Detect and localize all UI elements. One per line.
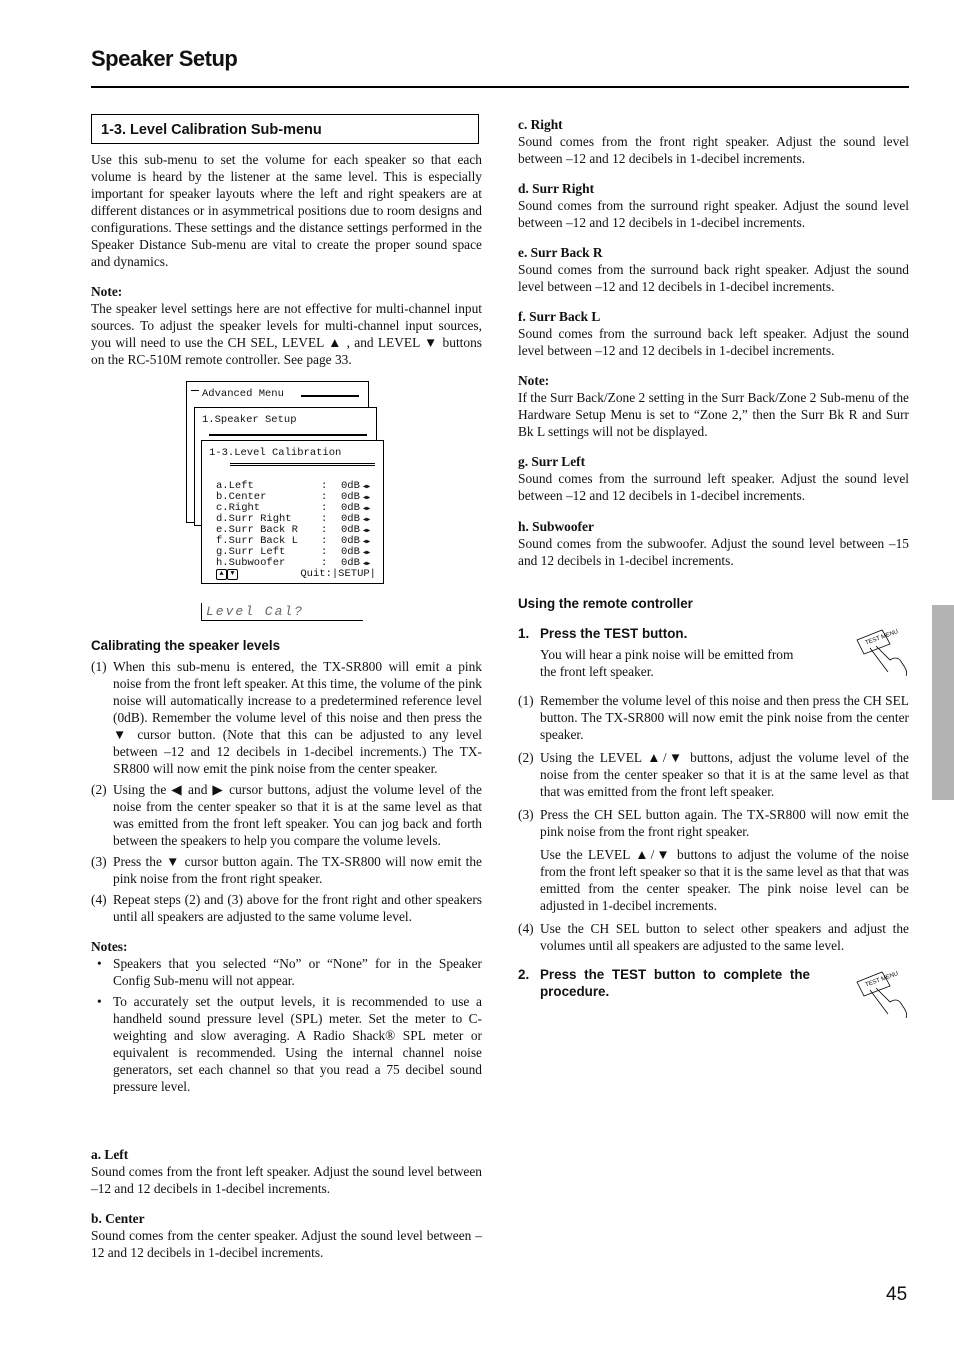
item-text: Use the CH SEL button to select other speakers and adjust the volumes until all speakers are adjusted to the same level. [540, 921, 909, 953]
speaker-title: c. Right [518, 117, 563, 132]
note-block [91, 283, 482, 368]
speaker-title: d. Surr Right [518, 181, 595, 196]
item-text: To accurately set the output levels, it is recommended to use a handheld sound pressure level (SPL) meter. Set the meter to C-weighting and slow averaging. A Radio Shack® SPL meter or equivalent is recommended. Using the internal channel noise generators, set each channel so that you read a 75 decibel sound pressure level. [113, 994, 482, 1094]
bullet: • [97, 956, 102, 971]
menu-row-value: 0dB [341, 502, 360, 514]
menu-row-label: c.Right [216, 502, 261, 514]
notes-label: Notes: [91, 939, 128, 954]
left-right-arrows-icon: ◀▶ [363, 516, 371, 523]
step-title: Press the TEST button. [540, 626, 688, 641]
step-1-text: You will hear a pink noise will be emitted from the front left speaker. [540, 647, 794, 679]
menu-row-colon: : [321, 524, 328, 536]
item-number: (3) [91, 854, 107, 869]
step-title: Press the TEST button to complete the procedure. [540, 967, 810, 999]
remote-heading: Using the remote controller [518, 596, 693, 611]
test-button-hand-icon [852, 968, 912, 1020]
title-rule [91, 86, 909, 88]
left-right-arrows-icon: ◀▶ [363, 527, 371, 534]
speaker-title: h. Subwoofer [518, 519, 594, 534]
list-item [518, 920, 909, 954]
section-tab [932, 605, 954, 800]
speaker-d [518, 180, 909, 231]
menu-row-colon: : [321, 480, 328, 492]
item-number: (4) [91, 892, 107, 907]
note-label: Note: [518, 373, 550, 388]
item-text: Speakers that you selected “No” or “None” for in the Speaker Config Sub-menu will not appear. [113, 956, 482, 988]
item-number: (2) [91, 782, 107, 797]
item-text: Press the ▼ cursor button again. The TX-SR800 will now emit the pink noise from the front right speaker. [113, 854, 482, 886]
left-right-arrows-icon: ◀▶ [363, 483, 371, 490]
speaker-c [518, 116, 909, 167]
down-arrow-icon: ▼ [227, 569, 238, 580]
list-item [518, 692, 909, 743]
speaker-text: Sound comes from the center speaker. Adjust the sound level between –12 and 12 decibels in 1-decibel increments. [91, 1228, 482, 1260]
left-right-arrows-icon: ◀▶ [363, 505, 371, 512]
item-number: (1) [91, 659, 107, 674]
list-item [91, 955, 482, 989]
menu-row-label: e.Surr Back R [216, 524, 298, 536]
page-title: Speaker Setup [91, 46, 238, 71]
speaker-b [91, 1210, 482, 1261]
note-text: If the Surr Back/Zone 2 setting in the Surr Back/Zone 2 Sub-menu of the Hardware Setup Menu is set to “Zone 2,” then the Surr Bk R and Surr Bk L settings will not be displayed. [518, 390, 909, 439]
step-number: 2. [518, 967, 530, 982]
item-text: Repeat steps (2) and (3) above for the front right and other speakers until all speakers are adjusted to the same volume level. [113, 892, 482, 924]
speaker-text: Sound comes from the subwoofer. Adjust the sound level between –15 and 12 decibels in 1-decibel increments. [518, 536, 909, 568]
item-number: (4) [518, 921, 534, 936]
item-text: When this sub-menu is entered, the TX-SR800 will emit a pink noise from the front left speaker. At this time, the volume of the pink noise will automatically increase to a predetermined reference level (0dB). Remember the volume level of this noise and then press the ▼ cursor button. (Note that this can be adjusted to any level between –12 and 12 decibels in 1-decibel increments.) The TX-SR800 will now emit the pink noise from the center speaker. [113, 659, 482, 776]
list-item [91, 993, 482, 1095]
list-item [91, 658, 482, 777]
menu-row-value: 0dB [341, 524, 360, 536]
menu-level-calibration-label: 1-3.Level Calibration [209, 447, 342, 459]
menu-rows [216, 481, 376, 569]
intro-paragraph: Use this sub-menu to set the volume for each speaker so that each volume is heard by the listener at the same level. This is especially important for speaker layouts where the left and right speakers are at different distances or in asymmetrical positions due to room designs and configurations. These settings and the distance settings performed in the Speaker Distance Sub-menu are vital to create the proper sound space and dynamics. [91, 152, 482, 269]
list-item [518, 806, 909, 914]
step-1 [518, 625, 909, 642]
calibrating-heading: Calibrating the speaker levels [91, 638, 281, 653]
left-right-arrows-icon: ◀▶ [363, 560, 371, 567]
speaker-text: Sound comes from the front right speaker. Adjust the sound level between –12 and 12 decibels in 1-decibel increments. [518, 134, 909, 166]
menu-diagram [186, 381, 386, 626]
section-heading: 1-3. Level Calibration Sub-menu [91, 114, 479, 144]
menu-row-value: 0dB [341, 546, 360, 558]
remote-section [518, 595, 909, 1000]
speaker-f [518, 308, 909, 359]
up-arrow-icon: ▲ [216, 569, 227, 580]
list-item [518, 749, 909, 800]
speaker-text: Sound comes from the surround right speaker. Adjust the sound level between –12 and 12 decibels in 1-decibel increments. [518, 198, 909, 230]
menu-row-value: 0dB [341, 491, 360, 503]
speaker-text: Sound comes from the surround back right speaker. Adjust the sound level between –12 and 12 decibels in 1-decibel increments. [518, 262, 909, 294]
menu-row-label: b.Center [216, 491, 267, 503]
menu-row-value: 0dB [341, 535, 360, 547]
menu-row-value: 0dB [341, 480, 360, 492]
page-number: 45 [886, 1284, 908, 1305]
svg-text:TEST MENU: TEST MENU [864, 629, 900, 647]
step-2 [518, 966, 810, 1000]
speaker-title: g. Surr Left [518, 454, 586, 469]
speaker-title: b. Center [91, 1211, 145, 1226]
calibrating-section [91, 637, 482, 1099]
menu-row-colon: : [321, 557, 328, 569]
step-number: 1. [518, 626, 530, 641]
test-button-hand-icon [852, 626, 912, 678]
speaker-e [518, 244, 909, 295]
left-right-arrows-icon: ◀▶ [363, 494, 371, 501]
menu-row-value: 0dB [341, 557, 360, 569]
speaker-title: f. Surr Back L [518, 309, 601, 324]
speaker-h [518, 518, 909, 569]
note-text: The speaker level settings here are not effective for multi-channel input sources. To adjust the speaker levels for multi-channel input sources, you will need to use the CH SEL, LEVEL ▲ , and LEVEL ▼ buttons on the RC-510M remote controller. See page 33. [91, 301, 482, 367]
menu-row-colon: : [321, 513, 328, 525]
menu-footer [216, 569, 376, 581]
menu-row-colon: : [321, 502, 328, 514]
speaker-g [518, 453, 909, 504]
menu-row-colon: : [321, 535, 328, 547]
item-number: (1) [518, 693, 534, 708]
list-item [91, 891, 482, 925]
speaker-title: a. Left [91, 1147, 129, 1162]
menu-row-label: g.Surr Left [216, 546, 286, 558]
surr-note [518, 372, 909, 440]
left-right-arrows-icon: ◀▶ [363, 549, 371, 556]
item-text: Remember the volume level of this noise and then press the CH SEL button. The TX-SR800 will now emit the pink noise from the center speaker. [540, 693, 909, 742]
speaker-title: e. Surr Back R [518, 245, 603, 260]
item-number: (3) [518, 807, 534, 822]
menu-row-label: h.Subwoofer [216, 557, 286, 569]
menu-row-colon: : [321, 546, 328, 558]
speaker-text: Sound comes from the front left speaker. Adjust the sound level between –12 and 12 decibels in 1-decibel increments. [91, 1164, 482, 1196]
menu-level-calibration [201, 440, 384, 584]
menu-advanced-label: Advanced Menu [202, 388, 284, 400]
item-extra-text: Use the LEVEL ▲/▼ buttons to adjust the volume of the noise from the front left speaker so that it is the same level as that that was emitted from the center speaker. The pink noise level can be adjusted in 1-decibel increments. [540, 847, 909, 913]
menu-row-label: d.Surr Right [216, 513, 292, 525]
speaker-text: Sound comes from the surround back left speaker. Adjust the sound level between –12 and 12 decibels in 1-decibel increments. [518, 326, 909, 358]
front-display: Level Cal? [201, 603, 363, 621]
item-text: Using the LEVEL ▲/▼ buttons, adjust the volume level of the noise from the center speaker so that it is at the same level as that that was emitted from the front left speaker. [540, 750, 909, 799]
left-right-arrows-icon: ◀▶ [363, 538, 371, 545]
speaker-text: Sound comes from the surround left speaker. Adjust the sound level between –12 and 12 decibels in 1-decibel increments. [518, 471, 909, 503]
note-label: Note: [91, 284, 123, 299]
speaker-a [91, 1146, 482, 1197]
menu-speaker-setup-label: 1.Speaker Setup [202, 414, 297, 426]
list-item [91, 853, 482, 887]
item-number: (2) [518, 750, 534, 765]
bullet: • [97, 994, 102, 1009]
list-item [91, 781, 482, 849]
svg-text:TEST MENU: TEST MENU [864, 971, 900, 989]
menu-row-label: a.Left [216, 480, 254, 492]
quit-hint: Quit:|SETUP| [300, 568, 376, 580]
item-text: Press the CH SEL button again. The TX-SR800 will now emit the pink noise from the front right speaker. [540, 807, 909, 839]
menu-row-label: f.Surr Back L [216, 535, 298, 547]
menu-row-colon: : [321, 491, 328, 503]
item-text: Using the ◀ and ▶ cursor buttons, adjust the volume level of the noise from the center speaker so that it is at the same level as that was emitted from the front left speaker. You can jog back and forth between the speakers to help you compare the volume levels. [113, 782, 482, 848]
menu-row-value: 0dB [341, 513, 360, 525]
